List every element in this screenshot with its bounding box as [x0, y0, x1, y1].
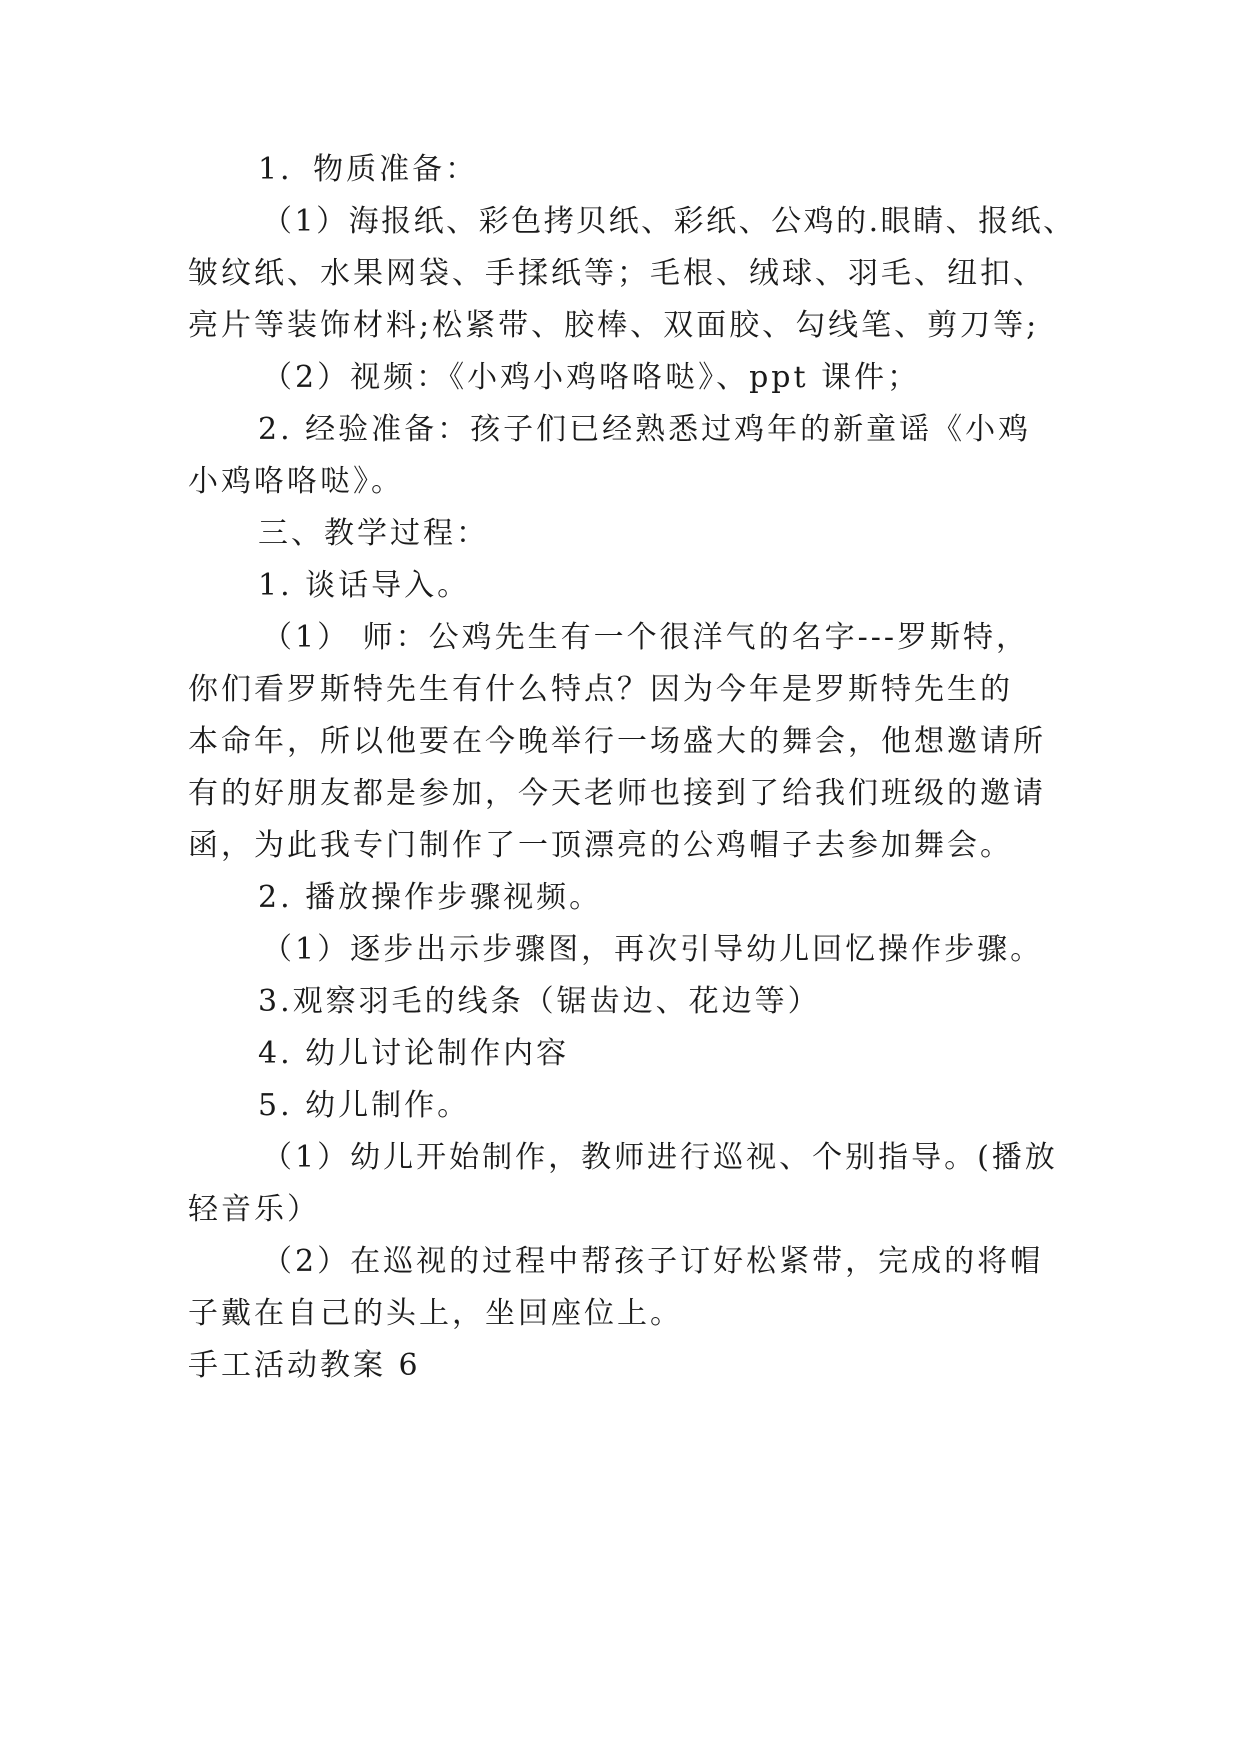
text-line-material-prep: 1．物质准备：: [258, 152, 479, 187]
section-title-lesson-plan-6: 手工活动教案 6: [188, 1348, 421, 1383]
text-line-make-2: （2）在巡视的过程中帮孩子订好松紧带，完成的将帽: [262, 1244, 1044, 1279]
text-line-teacher-5: 函，为此我专门制作了一顶漂亮的公鸡帽子去参加舞会。: [188, 828, 1013, 863]
text-line-make-1-cont: 轻音乐）: [188, 1192, 320, 1227]
text-line-intro: 1. 谈话导入。: [258, 568, 471, 603]
text-line-make-1: （1）幼儿开始制作，教师进行巡视、个别指导。(播放: [262, 1140, 1058, 1175]
text-line-materials-2: 皱纹纸、水果网袋、手揉纸等；毛根、绒球、羽毛、纽扣、: [188, 256, 1046, 291]
text-line-teacher-2: 你们看罗斯特先生有什么特点？因为今年是罗斯特先生的: [188, 672, 1013, 707]
text-line-teacher-3: 本命年，所以他要在今晚举行一场盛大的舞会，他想邀请所: [188, 724, 1046, 759]
text-line-discuss: 4. 幼儿讨论制作内容: [258, 1036, 570, 1071]
text-line-teacher-4: 有的好朋友都是参加，今天老师也接到了给我们班级的邀请: [188, 776, 1046, 811]
text-line-experience-prep: 2. 经验准备：孩子们已经熟悉过鸡年的新童谣《小鸡: [258, 412, 1032, 447]
text-line-experience-prep-cont: 小鸡咯咯哒》。: [188, 464, 404, 499]
text-line-make: 5. 幼儿制作。: [258, 1088, 471, 1123]
section-heading-teaching-process: 三、教学过程：: [258, 516, 489, 551]
text-line-step-images: （1）逐步出示步骤图，再次引导幼儿回忆操作步骤。: [262, 932, 1044, 967]
text-line-materials-1: （1）海报纸、彩色拷贝纸、彩纸、公鸡的.眼睛、报纸、: [262, 204, 1076, 239]
text-line-play-video: 2. 播放操作步骤视频。: [258, 880, 603, 915]
text-line-video: （2）视频：《小鸡小鸡咯咯哒》、ppt 课件；: [262, 360, 921, 395]
text-line-materials-3: 亮片等装饰材料;松紧带、胶棒、双面胶、勾线笔、剪刀等;: [188, 308, 1040, 343]
text-line-observe-feathers: 3.观察羽毛的线条（锯齿边、花边等）: [258, 984, 821, 1019]
text-line-teacher-1: （1） 师：公鸡先生有一个很洋气的名字---罗斯特，: [262, 620, 1030, 655]
text-line-make-2-cont: 子戴在自己的头上，坐回座位上。: [188, 1296, 683, 1331]
